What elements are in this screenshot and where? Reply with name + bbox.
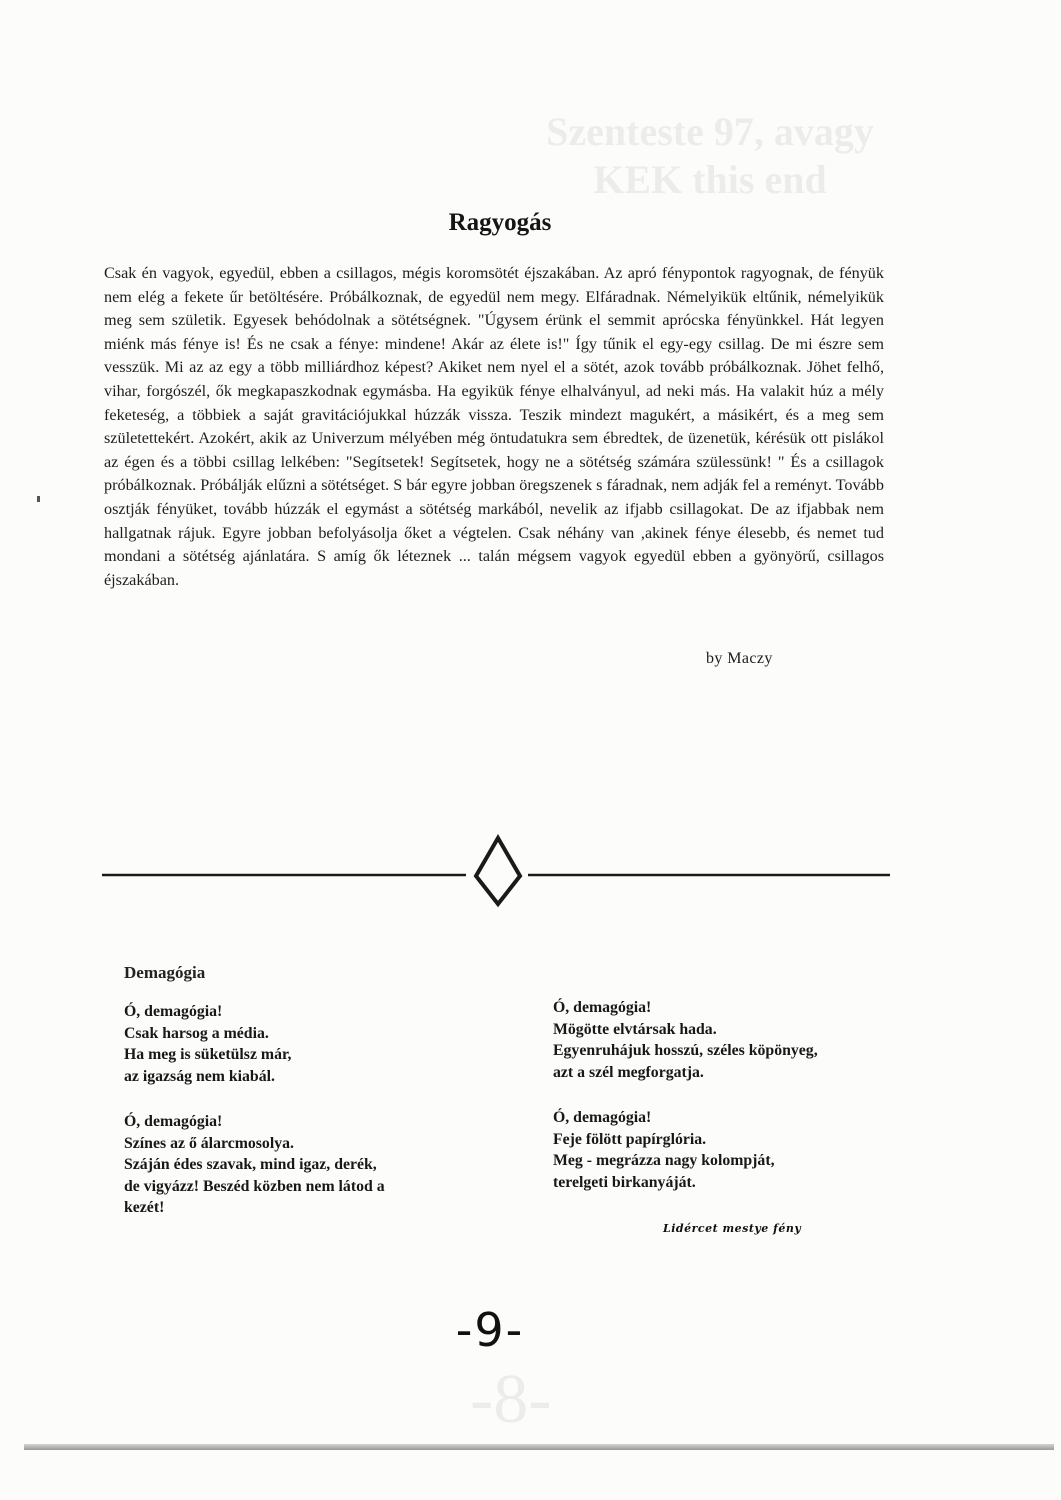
section-divider bbox=[100, 832, 900, 912]
poem-line: de vigyázz! Beszéd közben nem látod a bbox=[124, 1177, 385, 1195]
article-paragraph: Csak én vagyok, egyedül, ebben a csillagos, mégis koromsötét éjszakában. Az apró fénypontok ragyognak, de fényük nem elég a fekete űr betöltésére. Próbálkoznak, de egyedül nem megy. Elfáradnak. Némelyikük eltűnik, némelyikük meg sem születik. Egyesek behódolnak a sötétségnek. "Úgysem érünk el semmit aprócska fényünkkel. Hát legyen miénk más fénye is! És ne csak a fénye: mindene! Akár az élete is!" Így tűnik el egy-egy csillag. De mi észre sem vesszük. Mi az az egy a több milliárdhoz képest? Akiket nem nyel el a sötét, azok tovább próbálkoznak. Jöhet felhő, vihar, forgószél, ők megkapaszkodnak egymásba. Ha egyikük fénye elhalványul, ad neki más. Ha valakit húz a mély feketeség, a többiek a saját gravitációjukkal húzzák vissza. Teszik mindezt magukért, a másikért, és a meg sem születettekért. Azokért, akik az Univerzum mélyében még öntudatukra sem ébredtek, de üzenetük, kérésük ott pislákol az égen és a többi csillag lelkében: "Segítsetek! Segítsetek, hogy ne a sötétség számára szülessünk! " És a csillagok próbálkoznak. Próbálják elűzni a sötétséget. S bár egyre jobban öregszenek s fáradnak, nem adják fel a reményt. Tovább osztják fényüket, tovább húzzák el egymást a sötétség markából, nevelik az ifjabb csillagokat. De az ifjabbak nem hallgatnak rájuk. Egyre jobban befolyásolja őket a végtelen. Csak néhány van ,akinek fénye élesebb, és nemet tud mondani a sötétség ajánlatára. S amíg ők léteznek ... talán mégsem vagyok egyedül ebben a gyönyörű, csillagos éjszakában. bbox=[104, 264, 884, 589]
poem-line: Ó, demagógia! bbox=[124, 1113, 223, 1130]
poem-line: Színes az ő álarcmosolya. bbox=[124, 1134, 294, 1152]
poem-stanza-3 bbox=[553, 997, 953, 1083]
bleed-through-heading: Szenteste 97, avagy KEK this end bbox=[546, 109, 874, 202]
poem-line: Ó, demagógia! bbox=[553, 999, 652, 1016]
scan-speck bbox=[37, 496, 40, 502]
bleed-through-page-number: -8- bbox=[470, 1361, 552, 1438]
scan-edge bbox=[24, 1444, 1054, 1450]
poem-stanza-2 bbox=[124, 1111, 524, 1219]
page-number: -9- bbox=[455, 1303, 525, 1357]
poem-stanza-4 bbox=[553, 1107, 953, 1193]
poem-line: Meg - megrázza nagy kolompját, bbox=[553, 1152, 775, 1169]
poem-line: kezét! bbox=[124, 1199, 165, 1216]
divider-diamond bbox=[476, 838, 520, 904]
article-title: Ragyogás bbox=[448, 208, 552, 236]
poem-signature: Lidércet mestye fény bbox=[663, 1222, 802, 1235]
poem-line: terelgeti birkanyáját. bbox=[553, 1173, 696, 1191]
article-byline: by Maczy bbox=[706, 650, 773, 667]
poem-line: az igazság nem kiabál. bbox=[124, 1067, 275, 1085]
poem-line: Mögötte elvtársak hada. bbox=[553, 1020, 717, 1038]
poem-stanza-1 bbox=[124, 1001, 524, 1087]
poem-line: Száján édes szavak, mind igaz, derék, bbox=[124, 1156, 377, 1173]
poem-line: azt a szél megforgatja. bbox=[553, 1063, 704, 1081]
poem-line: Ha meg is süketülsz már, bbox=[124, 1046, 292, 1063]
poem-line: Ó, demagógia! bbox=[124, 1003, 223, 1020]
poem-title: Demagógia bbox=[124, 963, 206, 982]
poem-line: Csak harsog a média. bbox=[124, 1024, 269, 1042]
article-body bbox=[104, 262, 884, 592]
poem-line: Ó, demagógia! bbox=[553, 1109, 652, 1126]
poem-line: Feje fölött papírglória. bbox=[553, 1130, 707, 1148]
poem-line: Egyenruhájuk hosszú, széles köpönyeg, bbox=[553, 1042, 818, 1059]
